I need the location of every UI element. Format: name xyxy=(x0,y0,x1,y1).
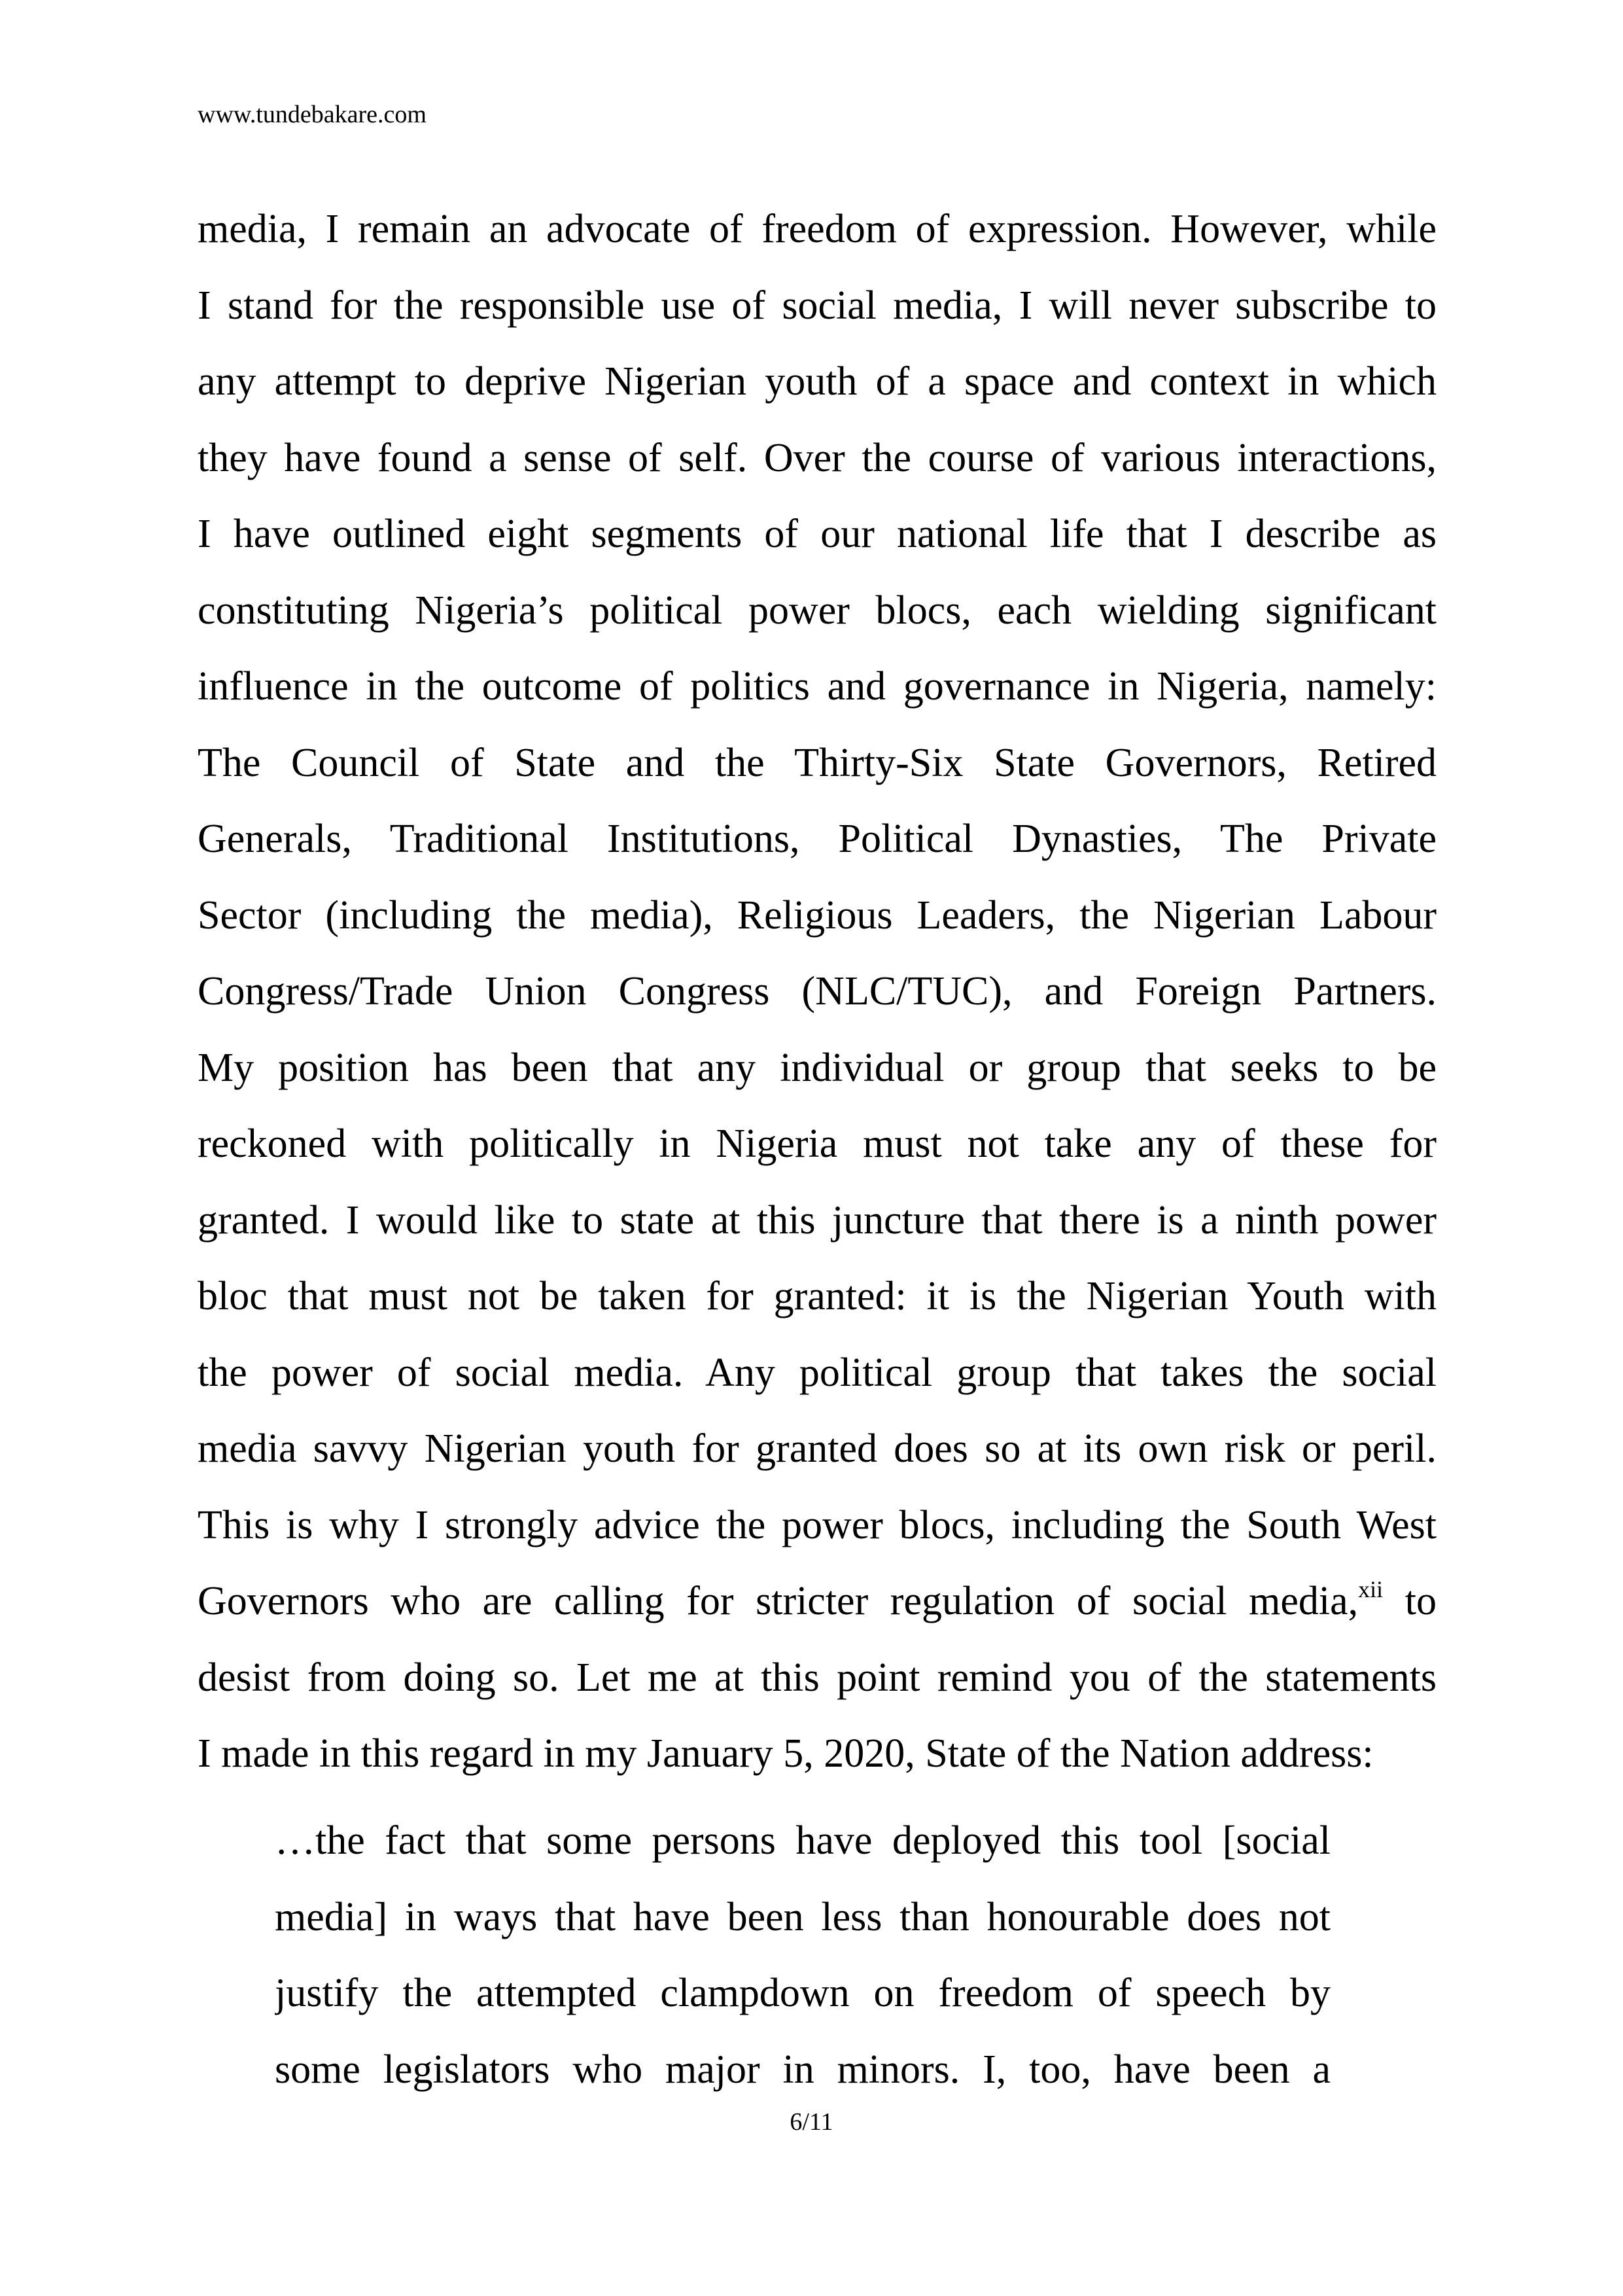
body-line: media, I remain an advocate of freedom of expression. However, while xyxy=(198,207,1437,251)
body-line: bloc that must not be taken for granted: it is the Nigerian Youth with xyxy=(198,1274,1437,1318)
body-line: desist from doing so. Let me at this point remind you of the statements xyxy=(198,1655,1437,1700)
block-quote xyxy=(275,1803,1331,2108)
body-line-with-endnote xyxy=(198,1563,1437,1640)
body-line: constituting Nigeria’s political power blocs, each wielding significant xyxy=(198,588,1437,633)
body-line: reckoned with politically in Nigeria must not take any of these for xyxy=(198,1122,1437,1166)
body-line: granted. I would like to state at this juncture that there is a ninth power xyxy=(198,1197,1437,1243)
body-line: media savvy Nigerian youth for granted does so at its own risk or peril. xyxy=(198,1426,1437,1471)
header-url: www.tundebakare.com xyxy=(198,101,427,128)
body-paragraph xyxy=(198,191,1437,1792)
body-line: any attempt to deprive Nigerian youth of a space and context in which xyxy=(198,359,1437,404)
endnote-marker[interactable]: xii xyxy=(1358,1576,1384,1602)
body-line: This is why I strongly advice the power blocs, including the South West xyxy=(198,1502,1437,1547)
body-line: The Council of State and the Thirty-Six State Governors, Retired xyxy=(198,740,1437,785)
body-line-text: to xyxy=(1383,1579,1437,1623)
quote-line: …the fact that some persons have deployed this tool [social xyxy=(275,1818,1331,1863)
body-line: I made in this regard in my January 5, 2020, State of the Nation address: xyxy=(198,1731,1374,1776)
body-line: Sector (including the media), Religious Leaders, the Nigerian Labour xyxy=(198,892,1437,938)
quote-line: media] in ways that have been less than honourable does not xyxy=(275,1894,1331,1939)
quote-line: justify the attempted clampdown on freedom of speech by xyxy=(275,1971,1331,2015)
body-line: they have found a sense of self. Over the course of various interactions, xyxy=(198,435,1437,480)
body-line: influence in the outcome of politics and governance in Nigeria, namely: xyxy=(198,664,1437,709)
body-line-text: Governors who are calling for stricter regulation of social media, xyxy=(198,1579,1359,1623)
body-line: My position has been that any individual or group that seeks to be xyxy=(198,1045,1437,1090)
body-line: I stand for the responsible use of social media, I will never subscribe to xyxy=(198,283,1437,328)
body-line: Generals, Traditional Institutions, Political Dynasties, The Private xyxy=(198,817,1437,861)
quote-line: some legislators who major in minors. I, too, have been a xyxy=(275,2047,1331,2092)
body-line: Congress/Trade Union Congress (NLC/TUC), and Foreign Partners. xyxy=(198,969,1437,1014)
page-number: 6/11 xyxy=(790,2108,833,2136)
body-line: the power of social media. Any political group that takes the social xyxy=(198,1350,1437,1395)
body-line: I have outlined eight segments of our national life that I describe as xyxy=(198,512,1437,556)
